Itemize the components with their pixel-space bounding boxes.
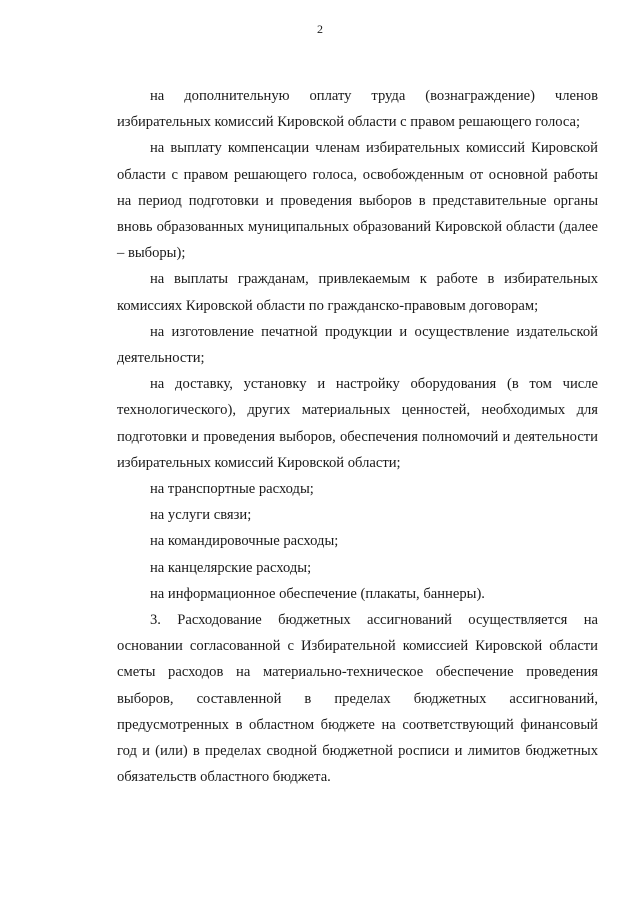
document-body [117, 83, 598, 790]
paragraph-printing: на изготовление печатной продукции и осуществление издательской деятельности; [117, 323, 598, 367]
paragraph-item-3: 3. Расходование бюджетных ассигнований осуществляется на основании согласованной с Избирательной комиссией Кировской области сметы расходов на материально-техническое обеспечение проведения выборов, составленной в пределах бюджетных ассигнований, предусмотренных в областном бюджете на соответствующий финансовый год и (или) в пределах сводной бюджетной росписи и лимитов бюджетных обязательств областного бюджета. [117, 612, 598, 786]
paragraph-transport: на транспортные расходы; [150, 481, 314, 498]
paragraph-communication: на услуги связи; [150, 507, 252, 524]
paragraph-equipment: на доставку, установку и настройку оборудования (в том числе технологического), других материальных ценностей, необходимых для подготовки и проведения выборов, обеспечения полномочий и деятельности избирательных комиссий Кировской области; [117, 376, 598, 471]
paragraph-labor-payment: на дополнительную оплату труда (вознаграждение) членов избирательных комиссий Кировской области с правом решающего голоса; [117, 88, 598, 131]
paragraph-compensation: на выплату компенсации членам избирательных комиссий Кировской области с правом решающего голоса, освобожденным от основной работы на период подготовки и проведения выборов в представительные органы вновь образованных муниципальных образований Кировской области (далее – выборы); [117, 140, 598, 262]
paragraph-citizen-payments: на выплаты гражданам, привлекаемым к работе в избирательных комиссиях Кировской области по гражданско-правовым договорам; [117, 271, 598, 314]
paragraph-information: на информационное обеспечение (плакаты, баннеры). [150, 585, 485, 602]
page-number: 2 [317, 22, 323, 36]
paragraph-stationery: на канцелярские расходы; [150, 559, 312, 576]
paragraph-travel: на командировочные расходы; [150, 533, 339, 550]
